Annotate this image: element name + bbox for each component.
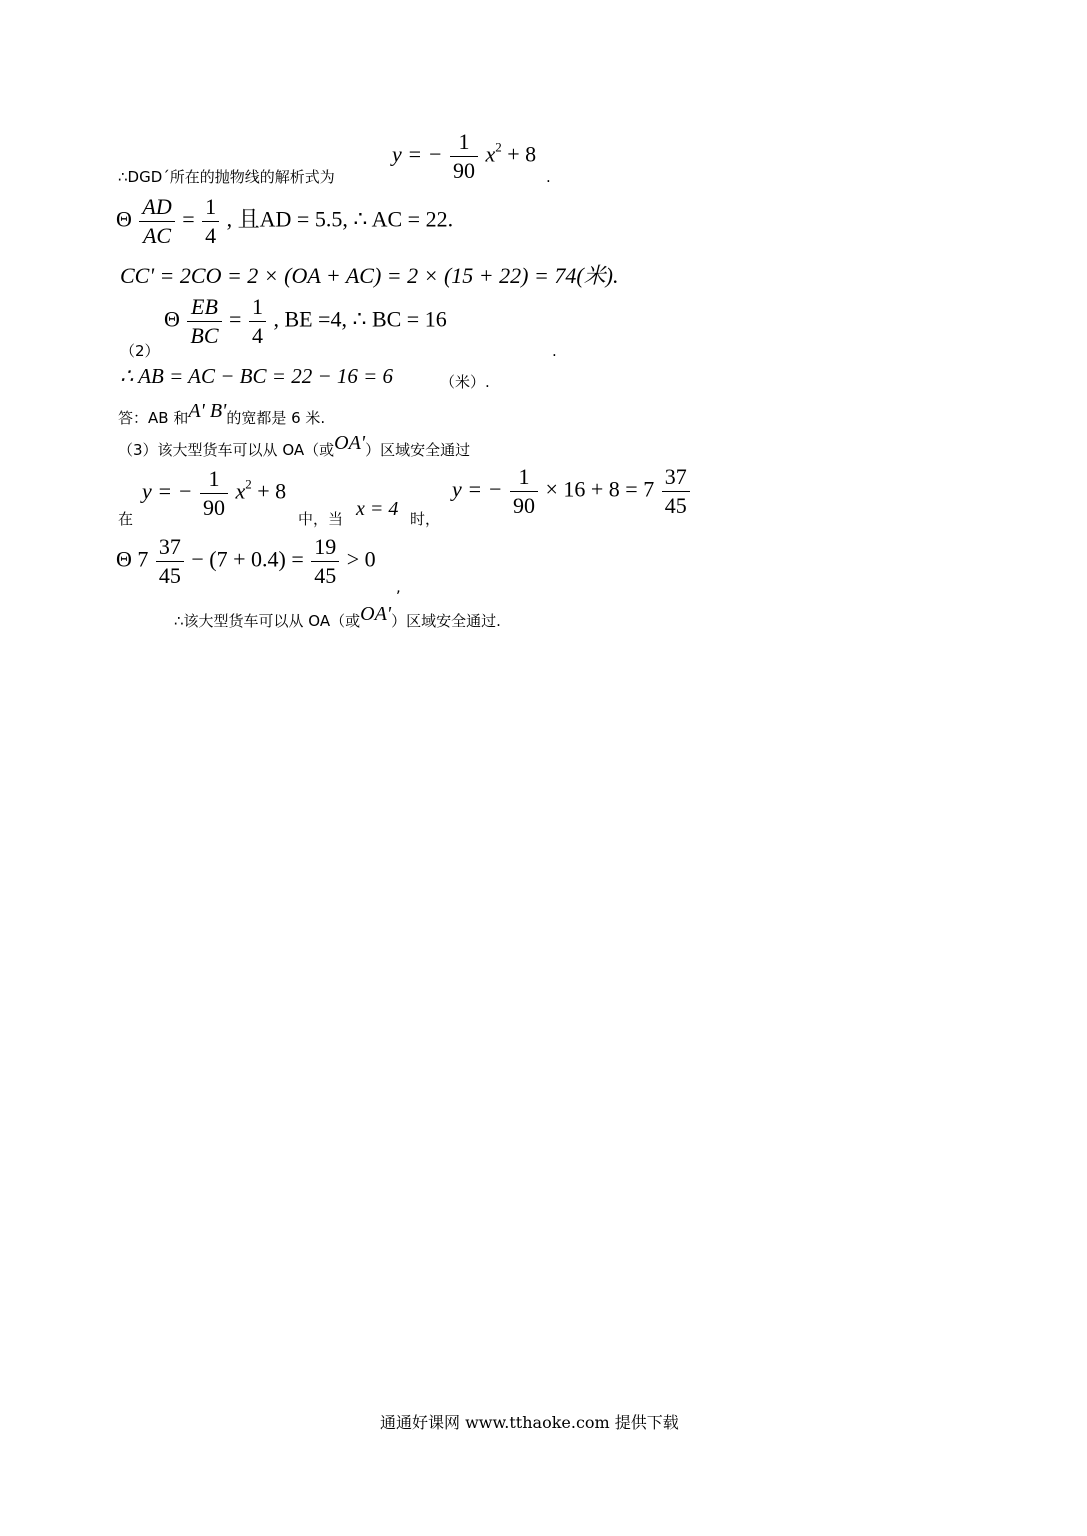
fraction: [249, 293, 266, 350]
page-footer: 通通好课网 www.tthaoke.com 提供下载: [380, 1413, 679, 1432]
formula-parabola-2: [142, 465, 286, 522]
denominator: 45: [662, 491, 690, 520]
part-3-line: [118, 432, 471, 461]
formula-parabola: [392, 128, 536, 185]
math-inline: OA': [360, 603, 392, 625]
comma: ,: [396, 578, 401, 596]
numerator: 1: [205, 194, 217, 219]
equals: =: [229, 306, 242, 332]
denominator: 90: [200, 493, 228, 522]
fraction: [202, 193, 219, 250]
numerator: 1: [208, 466, 220, 491]
numerator: 37: [158, 534, 181, 559]
formula-tail: × 16 + 8 = 7: [545, 476, 655, 502]
conclusion-line: [174, 603, 501, 632]
text: ）区域安全通过.: [391, 612, 501, 630]
numerator: 37: [664, 464, 687, 489]
text: ）区域安全通过: [365, 441, 471, 459]
formula-eb-bc: [164, 293, 447, 350]
fraction: [311, 533, 339, 590]
text: ∴该大型货车可以从 OA（或: [174, 612, 361, 630]
formula-tail: + 8: [257, 478, 287, 504]
formula-compare: [116, 533, 376, 590]
math-inline: OA': [334, 432, 366, 454]
answer-text: 的宽都是 6 米.: [226, 409, 326, 427]
denominator: 45: [156, 561, 184, 590]
numerator: EB: [191, 294, 218, 319]
fraction: [187, 293, 221, 350]
formula-ab: ∴ AB = AC − BC = 22 − 16 = 6: [120, 364, 394, 388]
numerator: 1: [458, 129, 470, 154]
period: .: [546, 168, 551, 186]
exponent: 2: [495, 139, 502, 155]
formula-tail: > 0: [346, 546, 376, 572]
numerator: 1: [251, 294, 263, 319]
formula-mid: − (7 + 0.4) =: [191, 546, 304, 572]
period: .: [552, 342, 557, 360]
formula-tail: + 8: [507, 141, 537, 167]
numerator: 1: [518, 464, 530, 489]
fraction: [200, 465, 228, 522]
formula-cc: CC' = 2CO = 2 × (OA + AC) = 2 × (15 + 22) = 74(米).: [120, 263, 619, 288]
formula-rest: , 且AD = 5.5, ∴ AC = 22.: [226, 206, 454, 232]
formula-text: y = −: [392, 141, 443, 167]
equals: =: [182, 206, 195, 232]
formula-text: y = −: [142, 478, 193, 504]
text-line: ∴DGD´所在的抛物线的解析式为: [118, 168, 335, 186]
fraction: [510, 463, 538, 520]
part-label: （2）: [120, 342, 160, 360]
denominator: 4: [249, 321, 266, 350]
unit-text: （米）.: [440, 373, 490, 391]
denominator: BC: [187, 321, 221, 350]
answer-line: [118, 400, 326, 429]
text-zai: 在: [118, 510, 134, 528]
denominator: 4: [202, 221, 219, 250]
formula-rest: , BE =4, ∴ BC = 16: [273, 306, 447, 332]
because-symbol: Θ: [116, 206, 132, 232]
formula-y-value: [452, 463, 692, 520]
math-inline: A' B': [188, 400, 227, 422]
denominator: 90: [450, 156, 478, 185]
text: （3）该大型货车可以从 OA（或: [118, 441, 335, 459]
math-x-eq: x = 4: [356, 498, 399, 520]
numerator: 19: [314, 534, 337, 559]
variable: x: [485, 141, 496, 167]
text-shi: 时，: [410, 510, 441, 528]
denominator: AC: [139, 221, 174, 250]
fraction: [662, 463, 690, 520]
denominator: 90: [510, 491, 538, 520]
answer-text: 答：AB 和: [118, 409, 189, 427]
numerator: AD: [142, 194, 172, 219]
because-symbol: Θ 7: [116, 546, 149, 572]
fraction: [450, 128, 478, 185]
formula-text: y = −: [452, 476, 503, 502]
text-zhong: 中，当: [298, 510, 344, 528]
fraction: [139, 193, 174, 250]
exponent: 2: [245, 476, 252, 492]
denominator: 45: [311, 561, 339, 590]
fraction: [156, 533, 184, 590]
because-symbol: Θ: [164, 306, 180, 332]
variable: x: [235, 478, 246, 504]
formula-ad-ac: [116, 193, 453, 250]
